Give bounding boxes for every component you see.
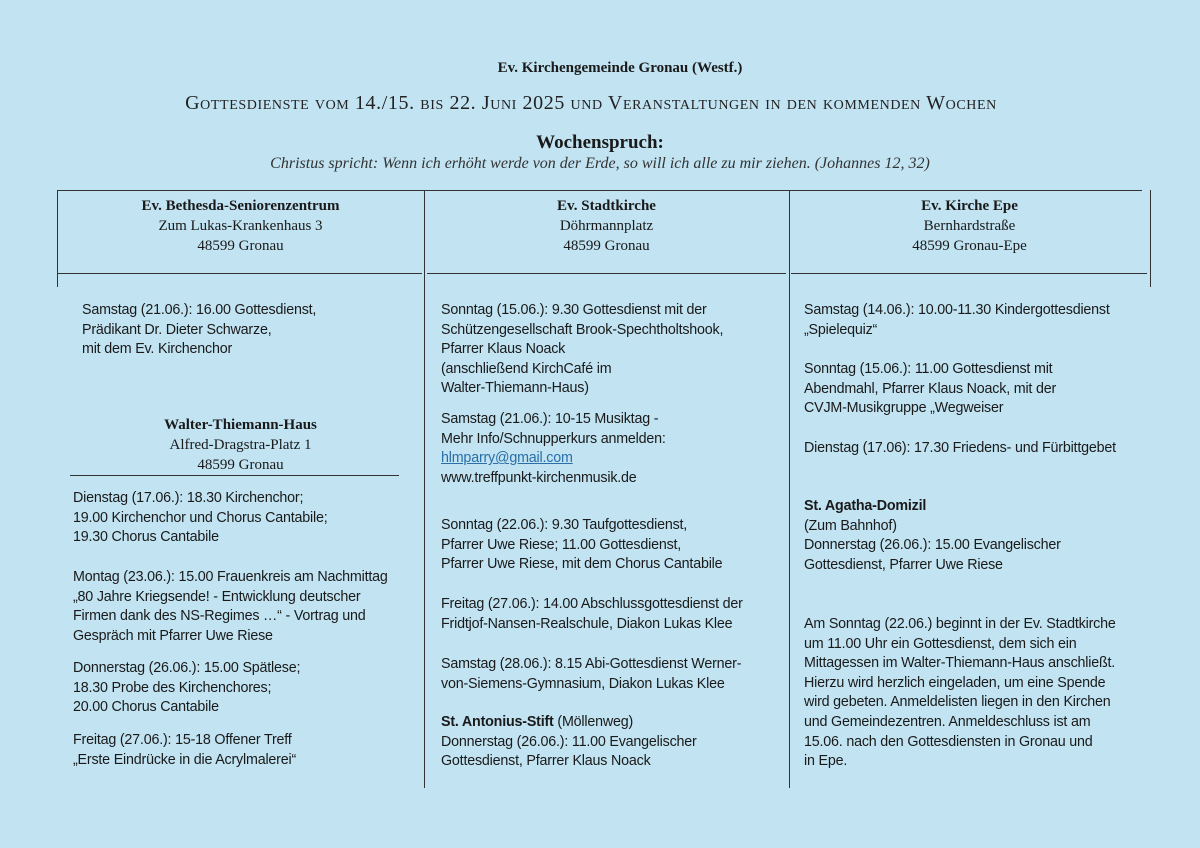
event-line: „Spielequiz“ bbox=[804, 321, 878, 338]
column-divider-1 bbox=[424, 190, 425, 788]
sub-location-rule bbox=[70, 475, 399, 476]
event-item bbox=[804, 301, 1110, 340]
location-street: (Möllenweg) bbox=[553, 714, 634, 730]
event-line: Donnerstag (26.06.): 15.00 Evangelischer bbox=[804, 537, 1061, 554]
location-name: St. Agatha-Domizil bbox=[804, 498, 927, 514]
event-item-agatha-domizil bbox=[804, 497, 1061, 575]
location-street: Döhrmannplatz bbox=[559, 218, 654, 234]
event-line: 19.30 Chorus Cantabile bbox=[73, 529, 219, 546]
event-line: Freitag (27.06.): 14.00 Abschlussgottesdienst der bbox=[441, 596, 743, 612]
event-line: (Zum Bahnhof) bbox=[804, 517, 897, 534]
event-item bbox=[441, 516, 722, 575]
event-item bbox=[804, 439, 1116, 459]
event-line: von-Siemens-Gymnasium, Diakon Lukas Klee bbox=[441, 675, 725, 692]
email-link[interactable]: hlmparry@gmail.com bbox=[441, 450, 573, 467]
event-line: „Erste Eindrücke in die Acrylmalerei“ bbox=[73, 751, 297, 768]
location-street: Bernhardstraße bbox=[923, 218, 1016, 234]
event-line: Firmen dank des NS-Regimes …“ - Vortrag und bbox=[73, 608, 366, 625]
event-item bbox=[441, 655, 741, 694]
location-street: Alfred-Dragstra-Platz 1 bbox=[169, 437, 312, 453]
location-header-stadtkirche bbox=[424, 196, 789, 256]
event-line: Pfarrer Klaus Noack bbox=[441, 341, 566, 358]
header-rule-col1 bbox=[57, 273, 422, 274]
event-line: „80 Jahre Kriegsende! - Entwicklung deutscher bbox=[73, 588, 361, 605]
location-city: 48599 Gronau bbox=[197, 238, 284, 254]
event-line: mit dem Ev. Kirchenchor bbox=[82, 341, 233, 358]
location-name: Ev. Stadtkirche bbox=[557, 198, 656, 214]
event-item-antonius-stift bbox=[441, 713, 697, 772]
event-line: Donnerstag (26.06.): 15.00 Spätlese; bbox=[73, 660, 301, 676]
location-city: 48599 Gronau bbox=[197, 457, 284, 473]
event-line: Gottesdienst, Pfarrer Uwe Riese bbox=[804, 556, 1003, 573]
event-line: CVJM-Musikgruppe „Wegweiser bbox=[804, 400, 1004, 417]
event-line: Dienstag (17.06.): 18.30 Kirchenchor; bbox=[73, 490, 304, 506]
event-line: Gespräch mit Pfarrer Uwe Riese bbox=[73, 627, 273, 644]
event-line: (anschließend KirchCafé im bbox=[441, 360, 612, 377]
event-item bbox=[441, 595, 743, 634]
location-street: Zum Lukas-Krankenhaus 3 bbox=[158, 218, 323, 234]
event-line: 20.00 Chorus Cantabile bbox=[73, 699, 219, 716]
event-line: Mehr Info/Schnupperkurs anmelden: bbox=[441, 430, 666, 447]
event-line: Dienstag (17.06): 17.30 Friedens- und Fürbittgebet bbox=[804, 440, 1116, 456]
location-header-epe bbox=[789, 196, 1150, 256]
header-rule-col2 bbox=[427, 273, 786, 274]
event-item bbox=[441, 301, 723, 399]
header-rule-col3 bbox=[791, 273, 1147, 274]
page-title: Gottesdienste vom 14./15. bis 22. Juni 2025 und Veranstaltungen in den kommenden Wochen bbox=[185, 92, 997, 114]
notice-line: Am Sonntag (22.06.) beginnt in der Ev. Stadtkirche bbox=[804, 616, 1116, 632]
location-header-walter-thiemann-haus bbox=[57, 415, 424, 475]
event-line: Sonntag (15.06.): 9.30 Gottesdienst mit der bbox=[441, 302, 707, 318]
event-item bbox=[441, 410, 666, 488]
event-line: 19.00 Kirchenchor und Chorus Cantabile; bbox=[73, 509, 328, 526]
event-item bbox=[804, 360, 1056, 419]
event-line: Prädikant Dr. Dieter Schwarze, bbox=[82, 321, 272, 338]
notice-line: und Gemeindezentren. Anmeldeschluss ist am bbox=[804, 713, 1091, 730]
event-line: Samstag (28.06.): 8.15 Abi-Gottesdienst Werner- bbox=[441, 656, 742, 672]
location-name: Walter-Thiemann-Haus bbox=[164, 417, 317, 433]
event-line: Donnerstag (26.06.): 11.00 Evangelischer bbox=[441, 733, 697, 750]
event-line: Abendmahl, Pfarrer Klaus Noack, mit der bbox=[804, 380, 1057, 397]
event-item bbox=[73, 489, 327, 548]
location-name: St. Antonius-Stift bbox=[441, 714, 554, 730]
event-line: Sonntag (15.06.): 11.00 Gottesdienst mit bbox=[804, 361, 1053, 377]
organization-name: Ev. Kirchengemeinde Gronau (Westf.) bbox=[497, 60, 743, 76]
event-line: Freitag (27.06.): 15-18 Offener Treff bbox=[73, 732, 292, 748]
event-line: Montag (23.06.): 15.00 Frauenkreis am Nachmittag bbox=[73, 569, 388, 585]
website-text: www.treffpunkt-kirchenmusik.de bbox=[441, 469, 637, 486]
column-divider-2 bbox=[789, 190, 790, 788]
event-line: Samstag (21.06.): 10-15 Musiktag - bbox=[441, 411, 659, 427]
wochenspruch-label: Wochenspruch: bbox=[536, 132, 664, 153]
event-line: Pfarrer Uwe Riese; 11.00 Gottesdienst, bbox=[441, 536, 682, 553]
wochenspruch-text: Christus spricht: Wenn ich erhöht werde von der Erde, so will ich alle zu mir ziehen. (Johannes 12, 32) bbox=[270, 155, 930, 172]
column-divider-right bbox=[1150, 190, 1151, 287]
event-line: Gottesdienst, Pfarrer Klaus Noack bbox=[441, 753, 651, 770]
location-name: Ev. Bethesda-Seniorenzentrum bbox=[141, 198, 340, 214]
event-line: Walter-Thiemann-Haus) bbox=[441, 380, 589, 397]
notice-line: Mittagessen im Walter-Thiemann-Haus anschließt. bbox=[804, 655, 1116, 672]
event-line: Pfarrer Uwe Riese, mit dem Chorus Cantabile bbox=[441, 556, 723, 573]
event-line: Schützengesellschaft Brook-Spechtholtshook, bbox=[441, 321, 724, 338]
event-item bbox=[73, 568, 388, 646]
notice-line: Hierzu wird herzlich eingeladen, um eine Spende bbox=[804, 674, 1106, 691]
notice-line: in Epe. bbox=[804, 753, 848, 770]
location-city: 48599 Gronau bbox=[563, 238, 650, 254]
location-city: 48599 Gronau-Epe bbox=[912, 238, 1027, 254]
event-line: Samstag (14.06.): 10.00-11.30 Kindergottesdienst bbox=[804, 302, 1110, 318]
notice-line: um 11.00 Uhr ein Gottesdienst, dem sich ein bbox=[804, 635, 1077, 652]
location-name: Ev. Kirche Epe bbox=[921, 198, 1018, 214]
event-line: Fridtjof-Nansen-Realschule, Diakon Lukas Klee bbox=[441, 615, 733, 632]
notice-line: wird gebeten. Anmeldelisten liegen in den Kirchen bbox=[804, 694, 1111, 711]
notice-line: 15.06. nach den Gottesdiensten in Gronau und bbox=[804, 733, 1093, 750]
notice-text bbox=[804, 615, 1116, 772]
table-top-rule bbox=[57, 190, 1142, 191]
event-item bbox=[73, 659, 300, 718]
event-line: Samstag (21.06.): 16.00 Gottesdienst, bbox=[82, 302, 317, 318]
event-list-bethesda bbox=[82, 301, 316, 360]
event-item bbox=[73, 731, 296, 770]
event-line: 18.30 Probe des Kirchenchores; bbox=[73, 679, 272, 696]
location-header-bethesda bbox=[57, 196, 424, 256]
event-line: Sonntag (22.06.): 9.30 Taufgottesdienst, bbox=[441, 517, 688, 533]
